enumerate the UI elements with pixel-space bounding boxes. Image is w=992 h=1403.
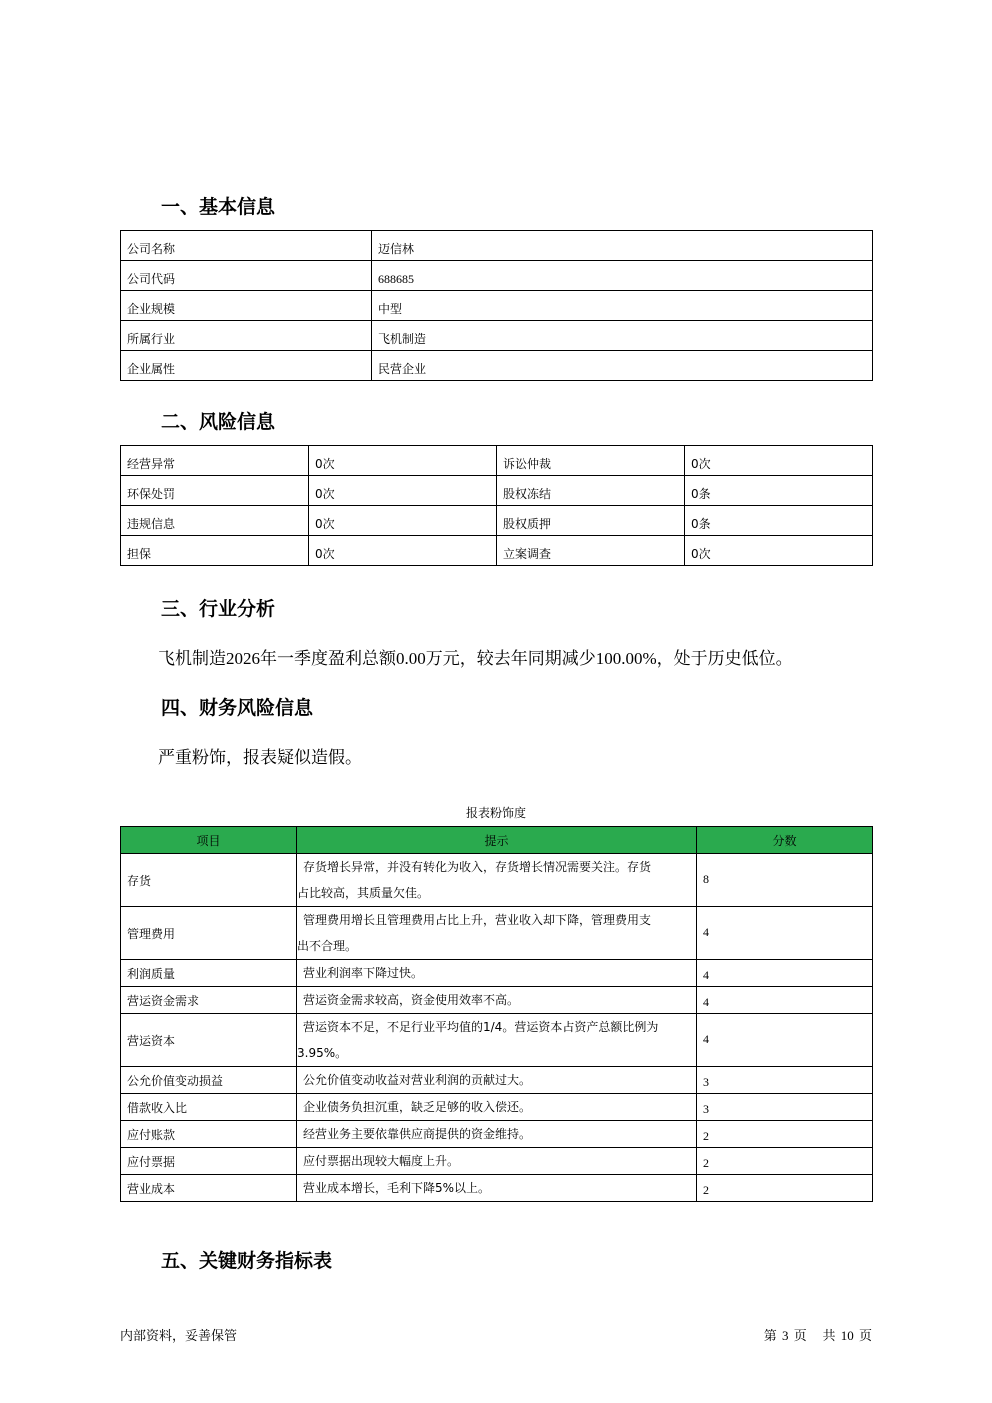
row-hint-line: 管理费用增长且管理费用占比上升，营业收入却下降，管理费用支 [303, 913, 652, 927]
basic-info-label: 企业规模 [121, 291, 372, 321]
section-industry-analysis-title: 三、行业分析 [161, 598, 276, 620]
risk-info-row [121, 476, 873, 506]
row-hint-line: 存货增长异常，并没有转化为收入，存货增长情况需要关注。存货 [303, 860, 652, 874]
risk-label: 立案调查 [497, 536, 685, 566]
table-row [121, 907, 873, 960]
header-hint: 提示 [297, 827, 697, 854]
row-hint [297, 1014, 697, 1067]
basic-info-value: 688685 [372, 261, 873, 291]
footer-page-number: 第 3 页 共 10 页 [763, 1328, 872, 1343]
row-hint-line: 经营业务主要依靠供应商提供的资金维持。 [303, 1127, 532, 1141]
table-row [121, 960, 873, 987]
row-hint-line: 3.95%。 [297, 1046, 348, 1060]
row-item: 存货 [121, 854, 297, 907]
risk-info-row [121, 536, 873, 566]
row-hint [297, 1067, 697, 1094]
basic-info-row [121, 321, 873, 351]
row-score: 2 [697, 1175, 873, 1202]
row-item: 利润质量 [121, 960, 297, 987]
section-key-indicators-title: 五、关键财务指标表 [161, 1250, 333, 1272]
row-item: 公允价值变动损益 [121, 1067, 297, 1094]
row-item: 管理费用 [121, 907, 297, 960]
table-row [121, 1067, 873, 1094]
footer-confidential: 内部资料，妥善保管 [120, 1329, 238, 1344]
basic-info-label: 公司名称 [121, 231, 372, 261]
basic-info-table [120, 230, 873, 381]
risk-info-table [120, 445, 873, 566]
row-score: 2 [697, 1121, 873, 1148]
row-hint-line: 营业成本增长，毛利下降5%以上。 [303, 1181, 491, 1195]
row-hint [297, 1121, 697, 1148]
table-row [121, 854, 873, 907]
row-hint-line: 营运资金需求较高，资金使用效率不高。 [303, 993, 520, 1007]
row-hint [297, 987, 697, 1014]
row-score: 4 [697, 907, 873, 960]
row-hint [297, 1175, 697, 1202]
row-hint-line: 占比较高，其质量欠佳。 [297, 886, 430, 900]
row-item: 借款收入比 [121, 1094, 297, 1121]
risk-label: 违规信息 [121, 506, 309, 536]
risk-value: 0次 [309, 536, 497, 566]
industry-analysis-text: 飞机制造2026年一季度盈利总额0.00万元，较去年同期减少100.00%，处于历史低位。 [158, 649, 793, 668]
header-score: 分数 [697, 827, 873, 854]
risk-label: 环保处罚 [121, 476, 309, 506]
table-row [121, 1094, 873, 1121]
row-hint-line: 营业利润率下降过快。 [303, 966, 424, 980]
basic-info-label: 所属行业 [121, 321, 372, 351]
basic-info-label: 公司代码 [121, 261, 372, 291]
table-row [121, 987, 873, 1014]
risk-value: 0次 [309, 446, 497, 476]
row-score: 4 [697, 987, 873, 1014]
risk-info-row [121, 506, 873, 536]
risk-value: 0条 [685, 476, 873, 506]
row-hint-line: 出不合理。 [297, 939, 358, 953]
risk-value: 0次 [309, 506, 497, 536]
embellish-table-caption: 报表粉饰度 [465, 806, 526, 820]
row-score: 3 [697, 1094, 873, 1121]
basic-info-row [121, 351, 873, 381]
basic-info-row [121, 231, 873, 261]
row-hint [297, 1148, 697, 1175]
row-hint-line: 营运资本不足，不足行业平均值的1/4。营运资本占资产总额比例为 [303, 1020, 659, 1034]
basic-info-value: 飞机制造 [372, 321, 873, 351]
basic-info-label: 企业属性 [121, 351, 372, 381]
row-hint [297, 907, 697, 960]
risk-info-row [121, 446, 873, 476]
table-row [121, 1121, 873, 1148]
row-hint-line: 应付票据出现较大幅度上升。 [303, 1154, 460, 1168]
row-hint-line: 公允价值变动收益对营业利润的贡献过大。 [303, 1073, 532, 1087]
table-row [121, 1148, 873, 1175]
basic-info-value: 民营企业 [372, 351, 873, 381]
table-row [121, 1175, 873, 1202]
row-score: 8 [697, 854, 873, 907]
risk-label: 经营异常 [121, 446, 309, 476]
row-item: 应付票据 [121, 1148, 297, 1175]
row-score: 3 [697, 1067, 873, 1094]
basic-info-row [121, 291, 873, 321]
row-hint-line: 企业债务负担沉重，缺乏足够的收入偿还。 [303, 1100, 532, 1114]
risk-value: 0条 [685, 506, 873, 536]
basic-info-row [121, 261, 873, 291]
risk-label: 诉讼仲裁 [497, 446, 685, 476]
header-item: 项目 [121, 827, 297, 854]
risk-label: 担保 [121, 536, 309, 566]
basic-info-value: 迈信林 [372, 231, 873, 261]
section-financial-risk-title: 四、财务风险信息 [161, 697, 314, 719]
row-score: 4 [697, 1014, 873, 1067]
row-score: 2 [697, 1148, 873, 1175]
row-hint [297, 854, 697, 907]
risk-value: 0次 [685, 536, 873, 566]
section-risk-info-title: 二、风险信息 [161, 411, 276, 433]
risk-value: 0次 [309, 476, 497, 506]
embellish-table [120, 826, 873, 1202]
row-hint [297, 1094, 697, 1121]
risk-value: 0次 [685, 446, 873, 476]
financial-risk-summary: 严重粉饰，报表疑似造假。 [158, 748, 362, 767]
basic-info-value: 中型 [372, 291, 873, 321]
row-item: 营业成本 [121, 1175, 297, 1202]
risk-label: 股权冻结 [497, 476, 685, 506]
row-item: 应付账款 [121, 1121, 297, 1148]
row-hint [297, 960, 697, 987]
row-score: 4 [697, 960, 873, 987]
risk-label: 股权质押 [497, 506, 685, 536]
table-row [121, 1014, 873, 1067]
section-basic-info-title: 一、基本信息 [161, 196, 276, 218]
row-item: 营运资金需求 [121, 987, 297, 1014]
row-item: 营运资本 [121, 1014, 297, 1067]
